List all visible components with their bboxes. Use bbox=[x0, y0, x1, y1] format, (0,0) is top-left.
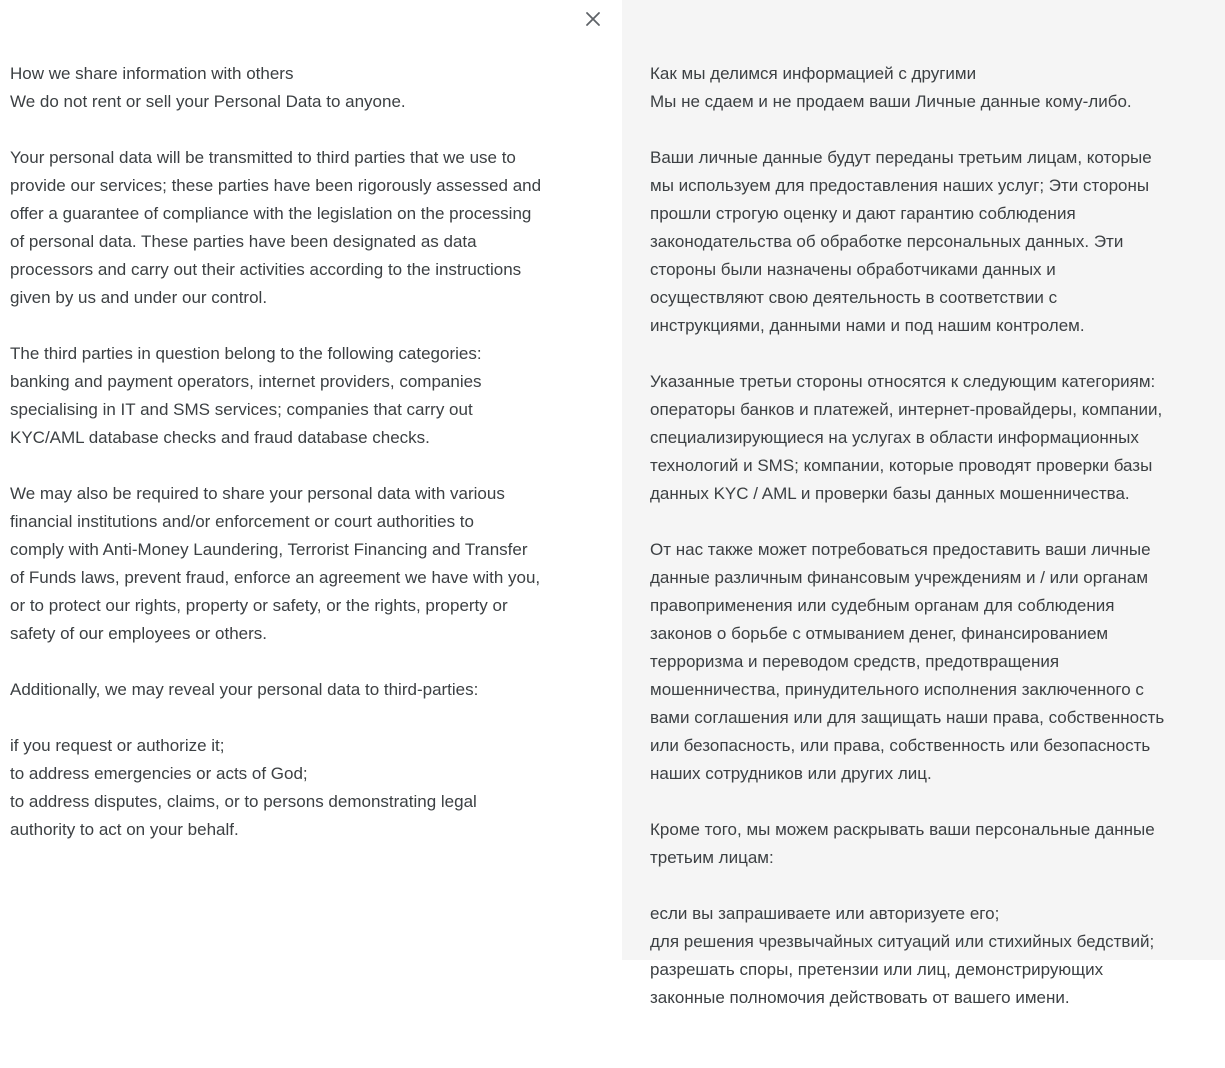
source-text[interactable]: How we share information with others We do not rent or sell your Personal Data to anyone. Your personal data will be transmitted to third parties that we use to provide our services; these parties have been rigorously assessed and offer a guarantee of compliance with the legislation on the processing of personal data. These parties have been designated as data processors and carry out their activities according to the instructions given by us and under our control. The third parties in question belong to the following categories: banking and payment operators, internet providers, companies specialising in IT and SMS services; companies that carry out KYC/AML database checks and fraud database checks. We may also be required to share your personal data with various financial institutions and/or enforcement or court authorities to comply with Anti-Money Laundering, Terrorist Financing and Transfer of Funds laws, prevent fraud, enforce an agreement we have with you, or to protect our rights, property or safety, or the rights, property or safety of our employees or others. Additionally, we may reveal your personal data to third-parties: if you request or authorize it; to address emergencies or acts of God; to address disputes, claims, or to persons demonstrating legal authority to act on your behalf. bbox=[10, 64, 542, 839]
close-icon bbox=[585, 11, 601, 27]
source-pane[interactable] bbox=[0, 0, 622, 960]
translation-pane bbox=[622, 0, 1225, 1007]
clear-source-button[interactable] bbox=[582, 8, 604, 30]
translation-text: Как мы делимся информацией с другими Мы не сдаем и не продаем ваши Личные данные кому-либо. Ваши личные данные будут переданы третьим лицам, которые мы используем для предоставления наших услуг; Эти стороны прошли строгую оценку и дают гарантию соблюдения законодательства об обработке персональных данных. Эти стороны были назначены обработчиками данных и осуществляют свою деятельность в соответствии с инструкциями, данными нами и под нашим контролем. Указанные третьи стороны относятся к следующим категориям: операторы банков и платежей, интернет-провайдеры, компании, специализирующиеся на услугах в области информационных технологий и SMS; компании, которые проводят проверки базы данных KYC / AML и проверки базы данных мошенничества. От нас также может потребоваться предоставить ваши личные данные различным финансовым учреждениям и / или органам правоприменения или судебным органам для соблюдения законов о борьбе с отмыванием денег, финансированием терроризма и переводом средств, предотвращения мошенничества, принудительного исполнения заключенного с вами соглашения или для защищать наши права, собственность или безопасность, или права, собственность или безопасность наших сотрудников или других лиц. Кроме того, мы можем раскрывать ваши персональные данные третьим лицам: если вы запрашиваете или авторизуете его; для решения чрезвычайных ситуаций или стихийных бедствий; разрешать споры, претензии или лиц, демонстрирующих законные полномочия действовать от вашего имени. bbox=[650, 64, 1165, 1007]
